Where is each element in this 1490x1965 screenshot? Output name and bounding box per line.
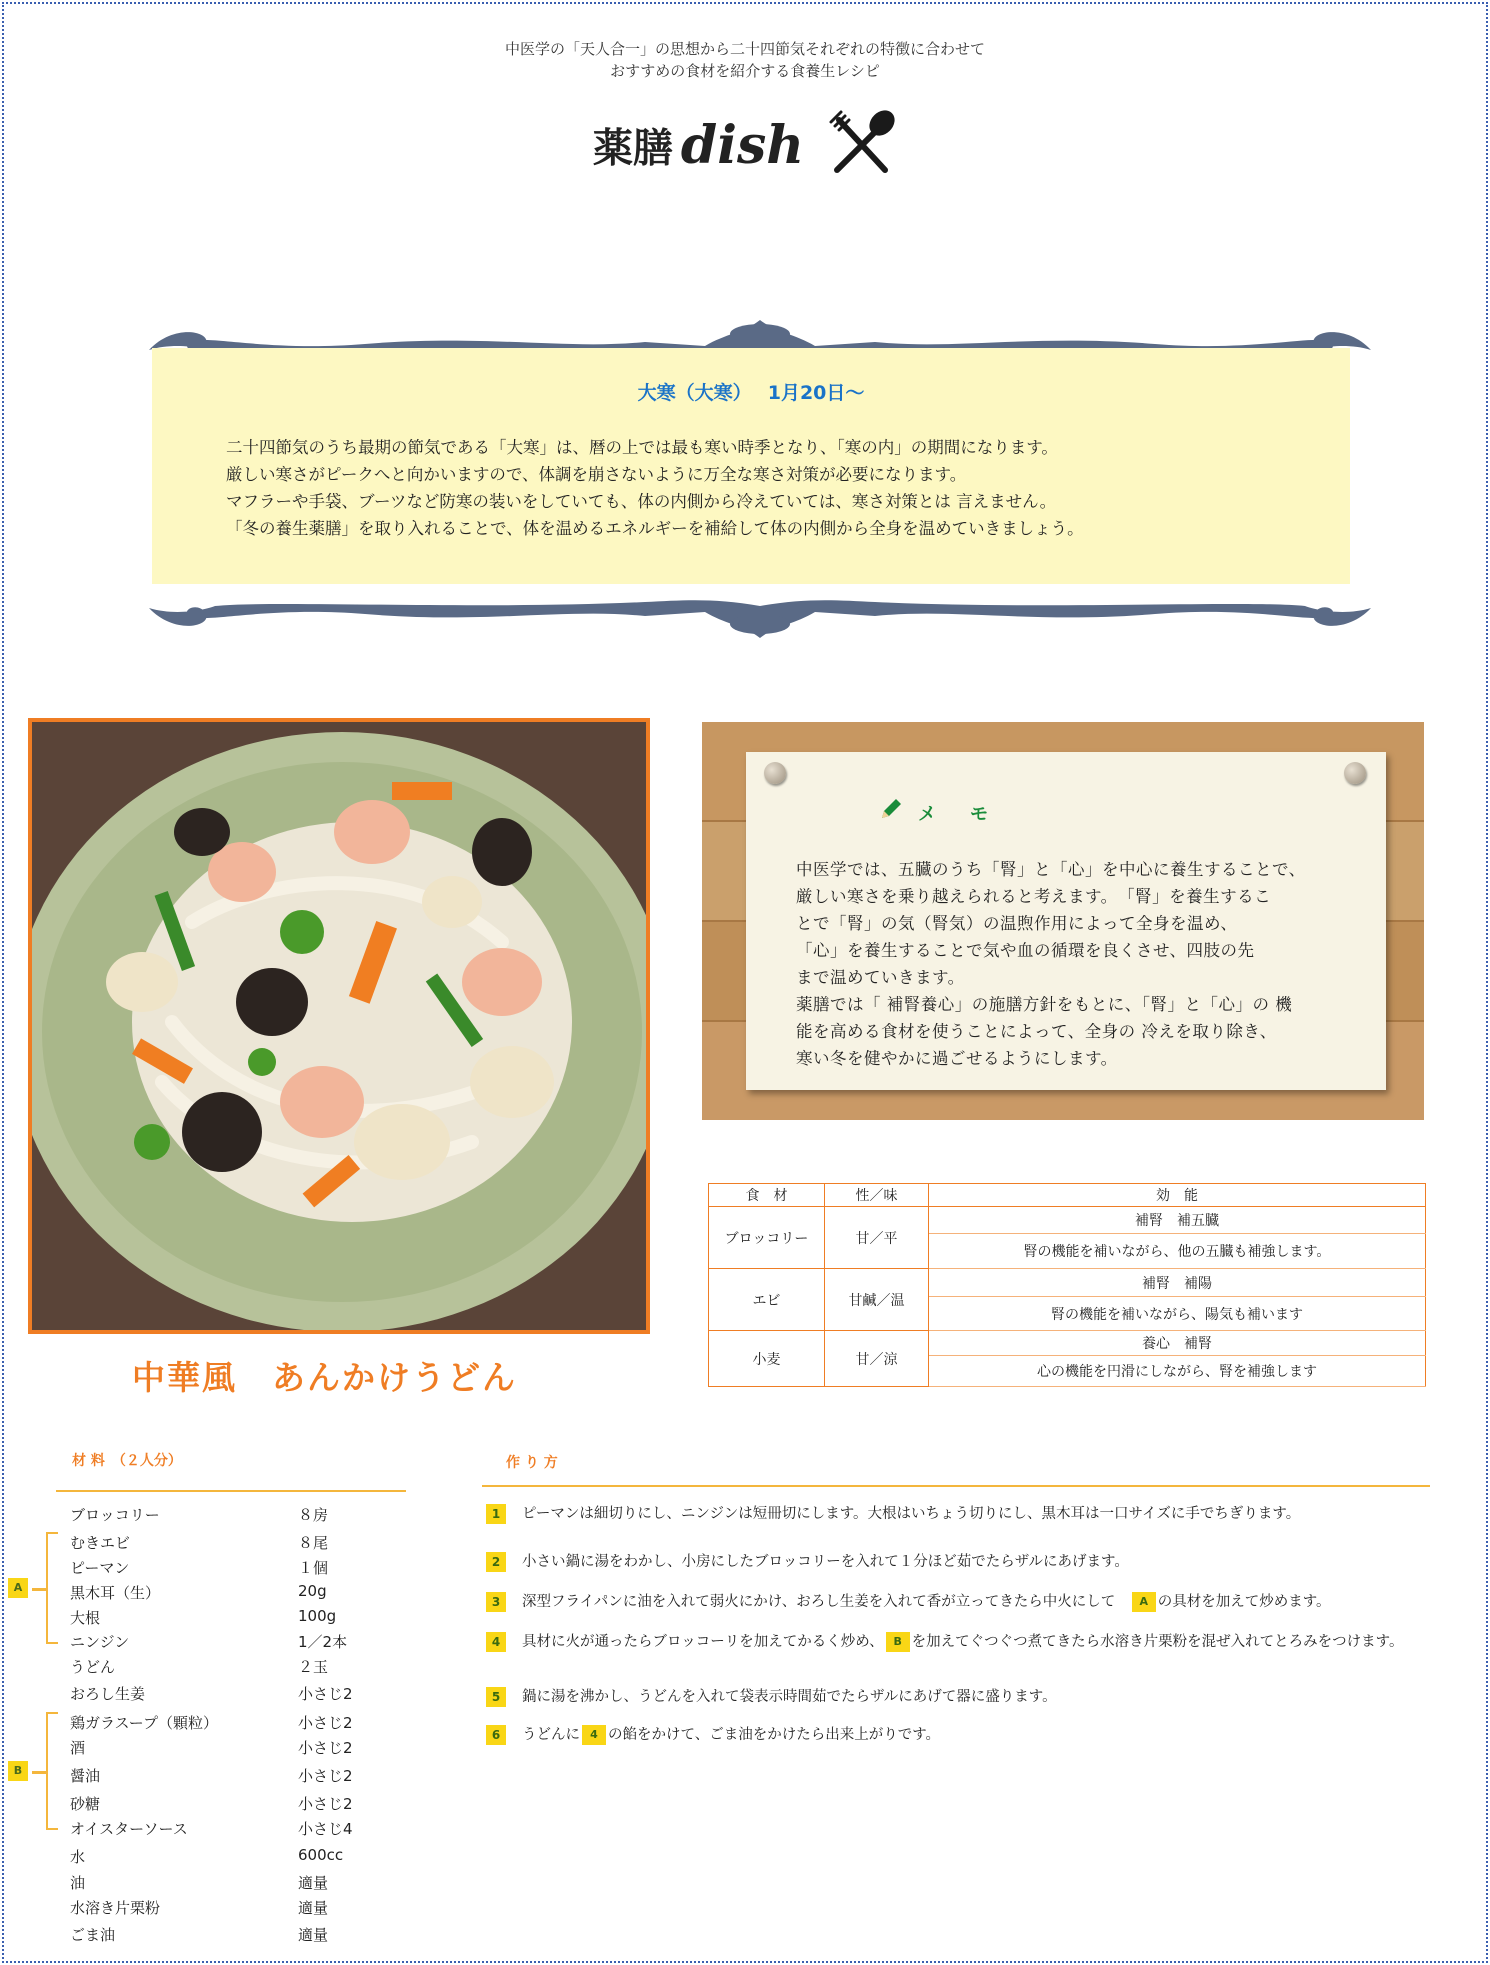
table-cell-nature: 甘鹹／温	[825, 1269, 929, 1331]
step-text	[522, 1590, 1442, 1614]
pin-icon	[764, 762, 786, 784]
table-cell-nature: 甘／涼	[825, 1331, 929, 1387]
season-line-4: 「冬の養生薬膳」を取り入れることで、体を温めるエネルギーを補給して体の内側から全身を温めていきましょう。	[226, 519, 1084, 538]
season-text	[226, 434, 1306, 542]
ingredient-qty: 小さじ2	[298, 1714, 353, 1732]
ingredient-name: 黒木耳（生）	[70, 1584, 161, 1602]
ingredient-name: おろし生姜	[70, 1685, 146, 1703]
memo-line-2: 厳しい寒さを乗り越えられると考えます。 「腎」を養生するこ	[796, 887, 1272, 906]
step-number: 3	[486, 1592, 506, 1612]
step-text-pre: うどんに	[522, 1727, 580, 1743]
ingredient-row	[70, 1631, 370, 1653]
intro-line-2: おすすめの食材を紹介する食養生レシピ	[610, 62, 880, 80]
step-text: 鍋に湯を沸かし、うどんを入れて袋表示時間茹でたらザルにあげて器に盛ります。	[522, 1689, 1057, 1705]
ingredient-qty: 小さじ2	[298, 1767, 353, 1785]
table-header: 性／味	[825, 1184, 929, 1207]
step-text-post: を加えてぐつぐつ煮てきたら水溶き片栗粉を混ぜ入れてとろみをつけます。	[911, 1634, 1404, 1650]
ingredient-name: ニンジン	[70, 1633, 130, 1651]
table-header: 効 能	[929, 1184, 1426, 1207]
ingredient-name: 醤油	[70, 1767, 101, 1785]
ingredient-name: オイスターソース	[70, 1820, 188, 1838]
table-cell-food: 小麦	[709, 1331, 825, 1387]
table-row	[709, 1331, 1426, 1356]
table-row	[709, 1207, 1426, 1234]
table-cell-effect-title: 養心 補腎	[929, 1331, 1426, 1356]
ingredient-name: うどん	[70, 1658, 116, 1676]
ingredient-row	[70, 1712, 370, 1734]
step-number: 5	[486, 1687, 506, 1707]
memo-line-5: まで温めていきます。	[796, 968, 965, 987]
memo-line-6: 薬膳では「 補腎養心」の施膳方針をもとに、「腎」と「心」の 機	[796, 995, 1293, 1014]
ingredient-qty: 小さじ2	[298, 1795, 353, 1813]
ingredient-row	[70, 1607, 370, 1629]
step-number: 1	[486, 1504, 506, 1524]
table-row	[709, 1269, 1426, 1297]
ingredient-qty: 小さじ4	[298, 1820, 353, 1838]
logo	[0, 108, 1490, 182]
intro-text	[0, 38, 1490, 82]
ingredient-row	[70, 1765, 370, 1787]
logo-japanese: 薬膳	[592, 125, 673, 172]
ingredient-row	[70, 1656, 370, 1678]
memo-title-text: メ モ	[918, 804, 996, 825]
ingredient-row	[70, 1793, 370, 1815]
fork-spoon-icon	[827, 108, 897, 182]
ingredient-row	[70, 1737, 370, 1759]
ingredient-name: 油	[70, 1874, 86, 1892]
season-line-3: マフラーや手袋、ブーツなど防寒の装いをしていても、体の内側から冷えていては、寒さ対策とは 言えません。	[226, 492, 1057, 511]
ingredient-qty: ２玉	[298, 1658, 329, 1676]
memo-line-1: 中医学では、五臓のうち「腎」と「心」を中心に養生することで、	[796, 860, 1306, 879]
step-text	[522, 1723, 1442, 1747]
ingredient-row	[70, 1582, 370, 1604]
food-table	[708, 1183, 1426, 1387]
ingredient-qty: 小さじ2	[298, 1739, 353, 1757]
ingredient-qty: ８尾	[298, 1534, 329, 1552]
ingredient-qty: 適量	[298, 1874, 329, 1892]
memo-line-3: とで「腎」の気（腎気）の温煦作用によって全身を温め、	[796, 914, 1238, 933]
step-number: 6	[486, 1725, 506, 1745]
memo-paper	[746, 752, 1386, 1090]
ingredient-row	[70, 1872, 370, 1894]
ingredient-row	[70, 1924, 370, 1946]
dish-name: 中華風 あんかけうどん	[132, 1358, 517, 1397]
ingredient-name: 水	[70, 1848, 86, 1866]
ingredient-name: 鶏ガラスープ（顆粒）	[70, 1714, 219, 1732]
ingredient-name: ごま油	[70, 1926, 116, 1944]
step-text-pre: 深型フライパンに油を入れて弱火にかけ、おろし生姜を入れて香が立ってきたら中火にして	[522, 1594, 1130, 1610]
step-text: 小さい鍋に湯をわかし、小房にしたブロッコリーを入れて１分ほど茹でたらザルにあげます。	[522, 1554, 1129, 1570]
ingredient-row	[70, 1504, 370, 1526]
memo-line-7: 能を高める食材を使うことによって、全身の 冷えを取り除き、	[796, 1022, 1277, 1041]
ingredient-row	[70, 1532, 370, 1554]
intro-line-1: 中医学の「天人合一」の思想から二十四節気それぞれの特徴に合わせて	[504, 40, 985, 58]
memo-text	[796, 856, 1356, 1072]
table-cell-food: ブロッコリー	[709, 1207, 825, 1269]
season-line-2: 厳しい寒さがピークへと向かいますので、体調を崩さないように万全な寒さ対策が必要になります。	[226, 465, 967, 484]
table-cell-effect-desc: 腎の機能を補いながら、他の五臓も補強します。	[929, 1233, 1426, 1268]
season-title: 大寒（大寒） 1月20日～	[637, 382, 865, 404]
table-cell-effect-desc: 腎の機能を補いながら、陽気も補います	[929, 1297, 1426, 1331]
step-text-post: の具材を加えて炒めます。	[1157, 1594, 1331, 1610]
group-a-connector	[32, 1588, 46, 1591]
steps-divider	[482, 1485, 1430, 1487]
ingredient-qty: 適量	[298, 1926, 329, 1944]
ingredient-name: 砂糖	[70, 1795, 101, 1813]
group-b-badge: B	[886, 1632, 910, 1652]
group-b-bracket	[46, 1712, 58, 1830]
memo-title	[878, 800, 996, 826]
group-a-bracket	[46, 1532, 58, 1644]
season-box	[152, 348, 1350, 584]
ingredients-heading: 材 料 （２人分）	[72, 1453, 182, 1469]
ingredient-row	[70, 1683, 370, 1705]
ingredient-row	[70, 1557, 370, 1579]
ingredient-qty: 1／2本	[298, 1633, 348, 1651]
ingredient-qty: 100g	[298, 1607, 337, 1625]
ingredient-qty: １個	[298, 1559, 329, 1577]
season-line-1: 二十四節気のうち最期の節気である「大寒」は、暦の上では最も寒い時季となり、「寒の内」の期間になります。	[226, 438, 1058, 457]
table-header-row	[709, 1184, 1426, 1207]
group-a-badge: A	[1132, 1592, 1156, 1612]
ingredient-name: むきエビ	[70, 1534, 131, 1552]
logo-english: dish	[680, 114, 805, 176]
step-number: 4	[486, 1632, 506, 1652]
dish-photo	[28, 718, 650, 1334]
step-text	[522, 1630, 1442, 1654]
ingredients-divider	[56, 1490, 406, 1492]
table-cell-effect-title: 補腎 補陽	[929, 1269, 1426, 1297]
memo-line-4: 「心」を養生することで気や血の循環を良くさせ、四肢の先	[796, 941, 1255, 960]
bottom-ornament	[145, 586, 1375, 646]
group-b-connector	[32, 1771, 46, 1774]
ingredient-row	[70, 1846, 370, 1868]
step-text-pre: 具材に火が通ったらブロッコーリを加えてかるく炒め、	[522, 1634, 884, 1650]
ingredient-qty: 小さじ2	[298, 1685, 353, 1703]
ingredient-qty: 適量	[298, 1899, 329, 1917]
ingredient-name: 酒	[70, 1739, 86, 1757]
step-text-post: の餡をかけて、ごま油をかけたら出来上がりです。	[608, 1727, 941, 1743]
ingredient-name: ピーマン	[70, 1559, 130, 1577]
memo-line-8: 寒い冬を健やかに過ごせるようにします。	[796, 1049, 1118, 1068]
table-cell-effect-title: 補腎 補五臓	[929, 1207, 1426, 1234]
table-header: 食 材	[709, 1184, 825, 1207]
ingredient-row	[70, 1897, 370, 1919]
group-a-badge: A	[8, 1578, 28, 1598]
step-text: ピーマンは細切りにし、ニンジンは短冊切にします。大根はいちょう切りにし、黒木耳は一口サイズに手でちぎります。	[522, 1506, 1301, 1522]
memo-board	[702, 722, 1424, 1120]
group-b-badge: B	[8, 1761, 28, 1781]
ingredient-qty: 600cc	[298, 1846, 344, 1864]
table-cell-food: エビ	[709, 1269, 825, 1331]
steps-heading: 作 り 方	[506, 1455, 558, 1471]
ingredient-qty: 20g	[298, 1582, 327, 1600]
table-cell-nature: 甘／平	[825, 1207, 929, 1269]
pin-icon	[1344, 762, 1366, 784]
ingredient-name: 水溶き片栗粉	[70, 1899, 161, 1917]
ingredient-name: 大根	[70, 1609, 101, 1627]
ingredient-row	[70, 1818, 370, 1840]
step-4-badge: 4	[582, 1725, 606, 1745]
table-cell-effect-desc: 心の機能を円滑にしながら、腎を補強します	[929, 1355, 1426, 1386]
ingredient-qty: ８房	[298, 1506, 329, 1524]
step-number: 2	[486, 1552, 506, 1572]
ingredient-name: ブロッコリー	[70, 1506, 160, 1524]
